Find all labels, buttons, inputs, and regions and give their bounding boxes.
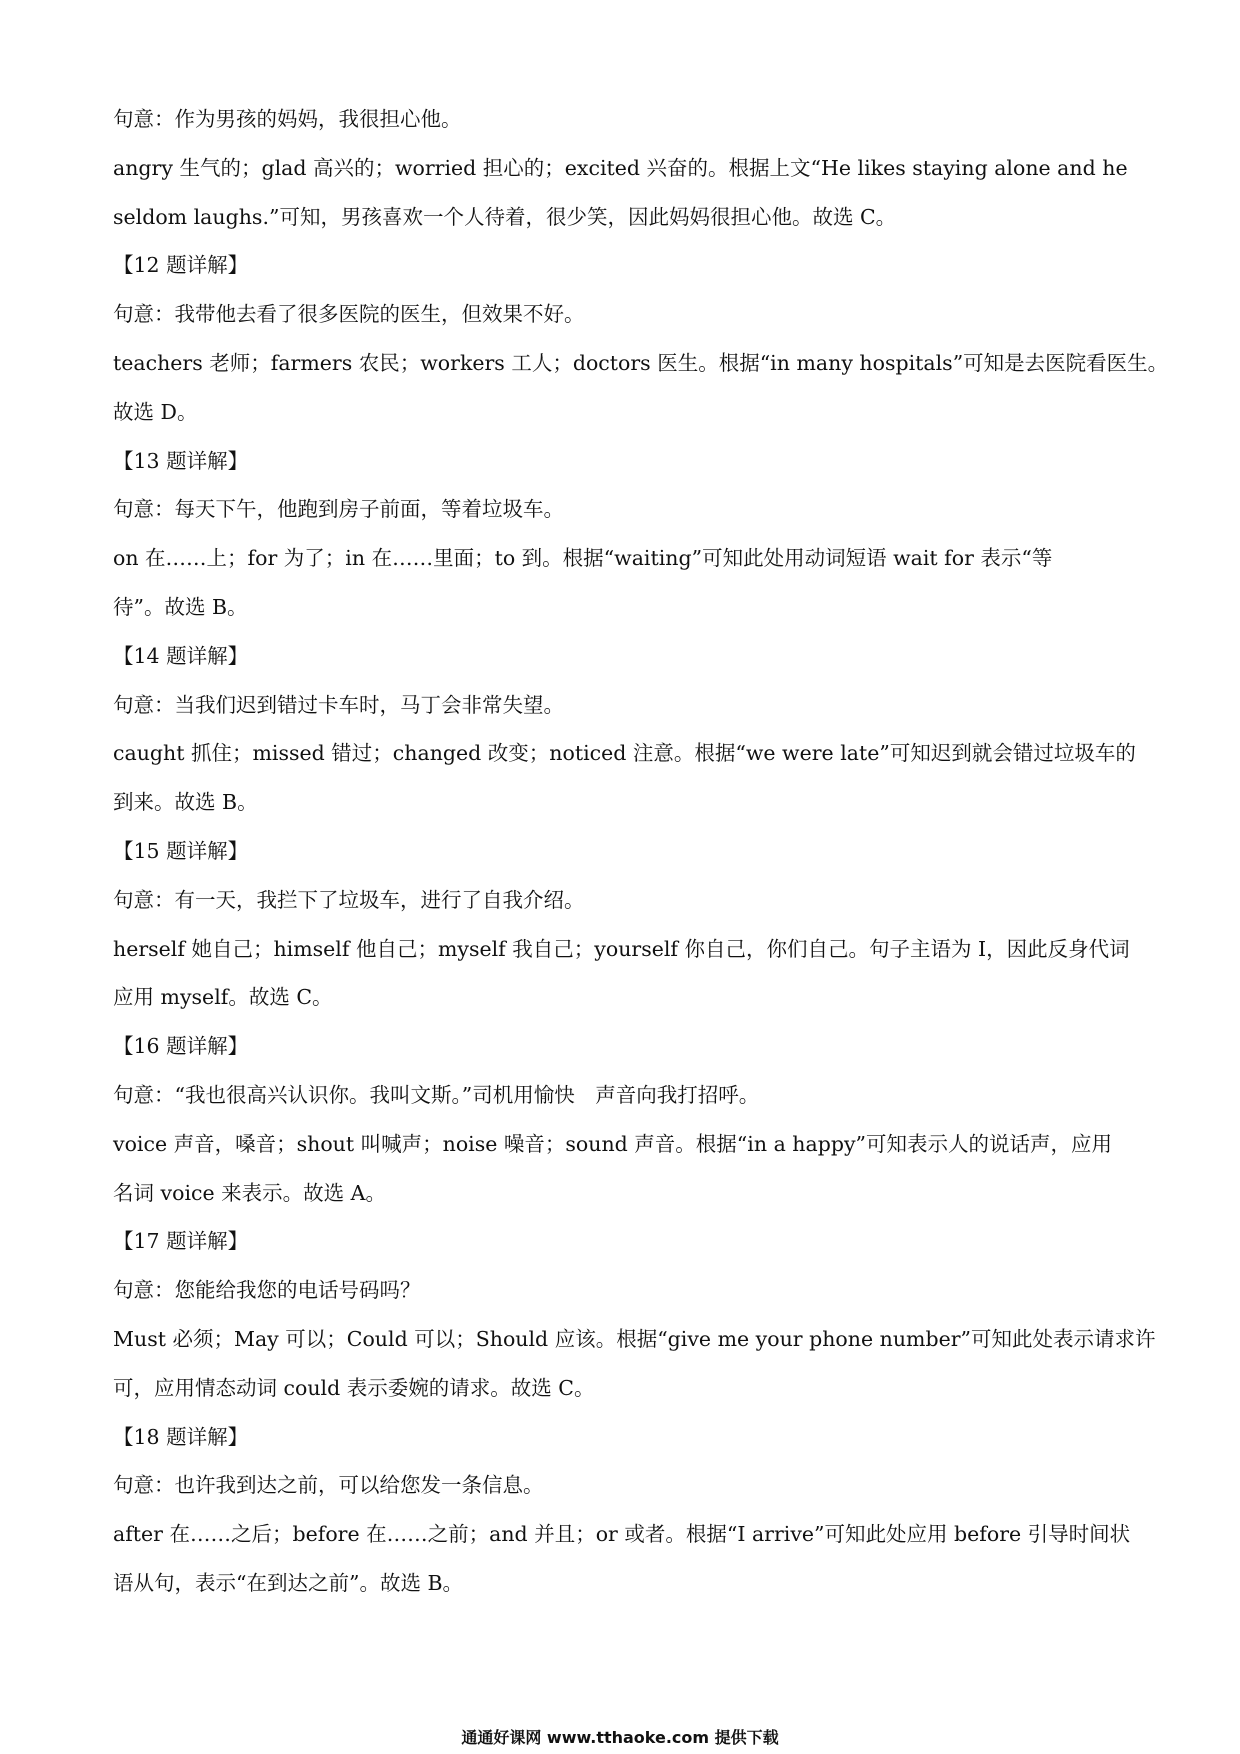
text-line: 应用 myself。故选 C。	[113, 985, 333, 1010]
text-line: 故选 D。	[113, 399, 198, 424]
text-line: angry 生气的；glad 高兴的；worried 担心的；excited 兴奋的。根据上文“He likes staying alone and he	[113, 155, 1128, 180]
text-line: 句意：也许我到达之前，可以给您发一条信息。	[113, 1473, 544, 1498]
text-line: 名词 voice 来表示。故选 A。	[113, 1180, 386, 1205]
text-line: 句意：作为男孩的妈妈，我很担心他。	[113, 107, 462, 131]
text-line: 句意：您能给我您的电话号码吗？	[113, 1278, 421, 1303]
text-line: 可，应用情态动词 could 表示委婉的请求。故选 C。	[113, 1375, 595, 1400]
text-line: 到来。故选 B。	[113, 790, 258, 815]
section-heading: 【16 题详解】	[113, 1034, 249, 1059]
text-line: on 在……上；for 为了；in 在……里面；to 到。根据“waiting”可知此处用动词短语 wait for 表示“等	[113, 546, 1053, 571]
page-footer: 通通好课网 www.tthaoke.com 提供下载	[461, 1728, 779, 1747]
section-heading: 【12 题详解】	[113, 253, 249, 278]
section-heading: 【14 题详解】	[113, 643, 249, 668]
text-line: after 在……之后；before 在……之前；and 并且；or 或者。根据“I arrive”可知此处应用 before 引导时间状	[113, 1522, 1131, 1547]
text-line: voice 声音，嗓音；shout 叫喊声；noise 噪音；sound 声音。根据“in a happy”可知表示人的说话声，应用	[113, 1131, 1113, 1156]
section-heading: 【18 题详解】	[113, 1424, 249, 1449]
text-line: 待”。故选 B。	[113, 594, 248, 619]
text-line: 句意：“我也很高兴认识你。我叫文斯。”司机用愉快 声音向我打招呼。	[113, 1082, 760, 1107]
document-body	[113, 95, 1169, 1608]
text-line: 句意：我带他去看了很多医院的医生，但效果不好。	[113, 302, 585, 327]
text-line: 句意：每天下午，他跑到房子前面，等着垃圾车。	[113, 497, 564, 522]
text-line: teachers 老师；farmers 农民；workers 工人；doctors 医生。根据“in many hospitals”可知是去医院看医生。	[113, 350, 1169, 375]
section-heading: 【13 题详解】	[113, 448, 249, 473]
section-heading: 【15 题详解】	[113, 838, 249, 863]
text-line: Must 必须；May 可以；Could 可以；Should 应该。根据“give me your phone number”可知此处表示请求许	[113, 1326, 1156, 1351]
section-heading: 【17 题详解】	[113, 1229, 249, 1254]
text-line: herself 她自己；himself 他自己；myself 我自己；yourself 你自己，你们自己。句子主语为 I，因此反身代词	[113, 936, 1130, 961]
text-line: caught 抓住；missed 错过；changed 改变；noticed 注意。根据“we were late”可知迟到就会错过垃圾车的	[113, 741, 1136, 766]
text-line: seldom laughs.”可知，男孩喜欢一个人待着，很少笑，因此妈妈很担心他。故选 C。	[113, 204, 897, 229]
text-line: 句意：当我们迟到错过卡车时，马丁会非常失望。	[113, 692, 564, 717]
text-line: 句意：有一天，我拦下了垃圾车，进行了自我介绍。	[113, 887, 585, 912]
text-line: 语从句，表示“在到达之前”。故选 B。	[113, 1570, 464, 1595]
